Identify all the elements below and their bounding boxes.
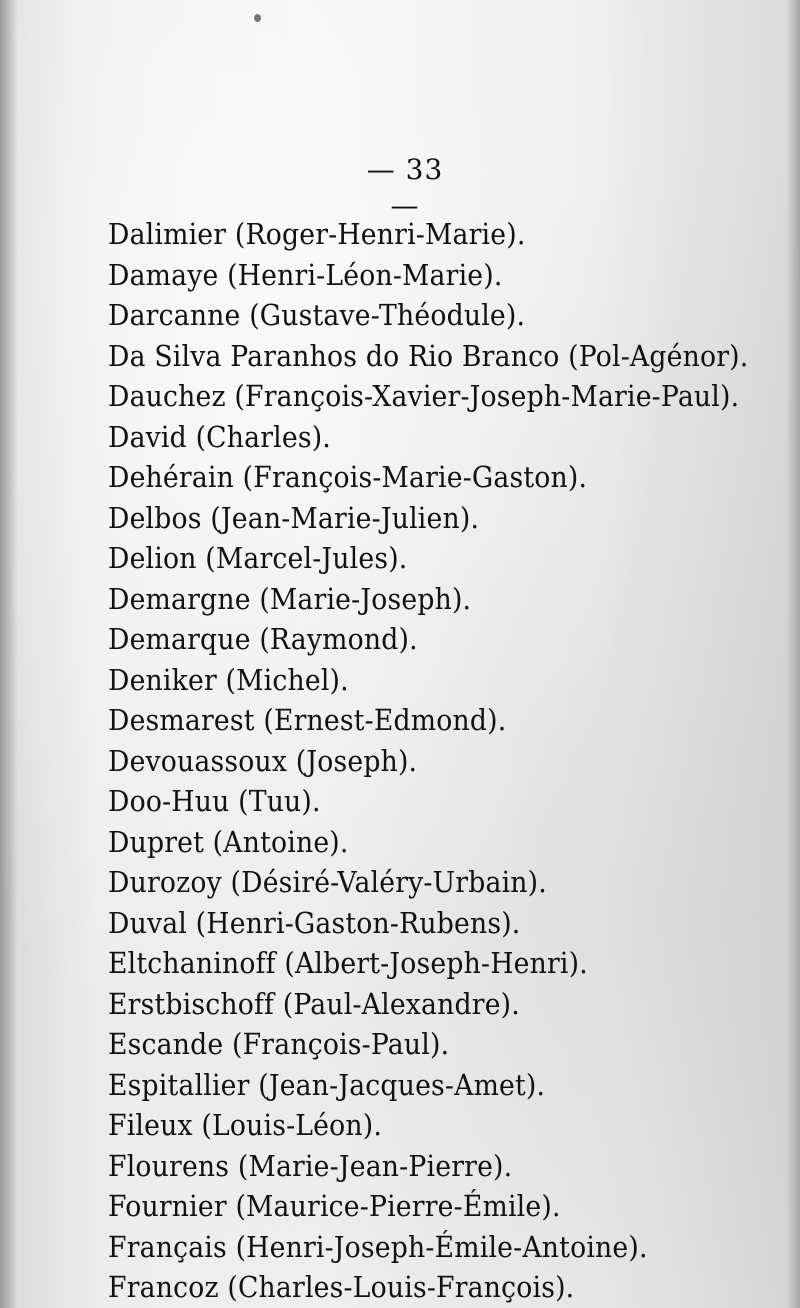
page-edge-shadow-right bbox=[786, 0, 800, 1308]
page-number: — 33 — bbox=[366, 153, 444, 222]
list-item: Deniker (Michel). bbox=[108, 662, 349, 697]
list-item: Erstbischoff (Paul-Alexandre). bbox=[108, 986, 520, 1021]
list-item: Demargne (Marie-Joseph). bbox=[108, 581, 472, 616]
list-item: Desmarest (Ernest-Edmond). bbox=[108, 703, 507, 737]
list-item: Francoz (Charles-Louis-François). bbox=[108, 1270, 575, 1304]
list-item: Dupret (Antoine). bbox=[108, 824, 349, 859]
list-item: Dauchez (François-Xavier-Joseph-Marie-Paul). bbox=[108, 379, 740, 413]
list-item: Escande (François-Paul). bbox=[108, 1027, 450, 1061]
list-item: Eltchaninoff (Albert-Joseph-Henri). bbox=[108, 946, 588, 980]
list-item: Français (Henri-Joseph-Émile-Antoine). bbox=[108, 1229, 648, 1264]
name-list bbox=[108, 214, 768, 1308]
list-item: Dalimier (Roger-Henri-Marie). bbox=[108, 217, 526, 251]
list-item: Duval (Henri-Gaston-Rubens). bbox=[108, 905, 521, 940]
list-item: Demarque (Raymond). bbox=[108, 622, 418, 656]
list-item: Flourens (Marie-Jean-Pierre). bbox=[108, 1148, 513, 1183]
list-item: Da Silva Paranhos do Rio Branco (Pol-Agénor). bbox=[108, 338, 749, 373]
page-edge-shadow-left bbox=[0, 0, 18, 1308]
list-item: Delbos (Jean-Marie-Julien). bbox=[108, 500, 480, 535]
list-item: Fileux (Louis-Léon). bbox=[108, 1108, 383, 1142]
list-item: David (Charles). bbox=[108, 419, 331, 454]
list-item: Delion (Marcel-Jules). bbox=[108, 541, 408, 575]
list-item: Devouassoux (Joseph). bbox=[108, 743, 418, 778]
list-item: Darcanne (Gustave-Théodule). bbox=[108, 298, 526, 332]
list-item: Espitallier (Jean-Jacques-Amet). bbox=[108, 1067, 546, 1102]
list-item: Damaye (Henri-Léon-Marie). bbox=[108, 257, 503, 292]
list-item: Doo-Huu (Tuu). bbox=[108, 784, 321, 818]
list-item: Dehérain (François-Marie-Gaston). bbox=[108, 460, 588, 494]
ink-speck bbox=[254, 14, 261, 22]
list-item: Durozoy (Désiré-Valéry-Urbain). bbox=[108, 865, 547, 899]
list-item: Fournier (Maurice-Pierre-Émile). bbox=[108, 1189, 561, 1223]
